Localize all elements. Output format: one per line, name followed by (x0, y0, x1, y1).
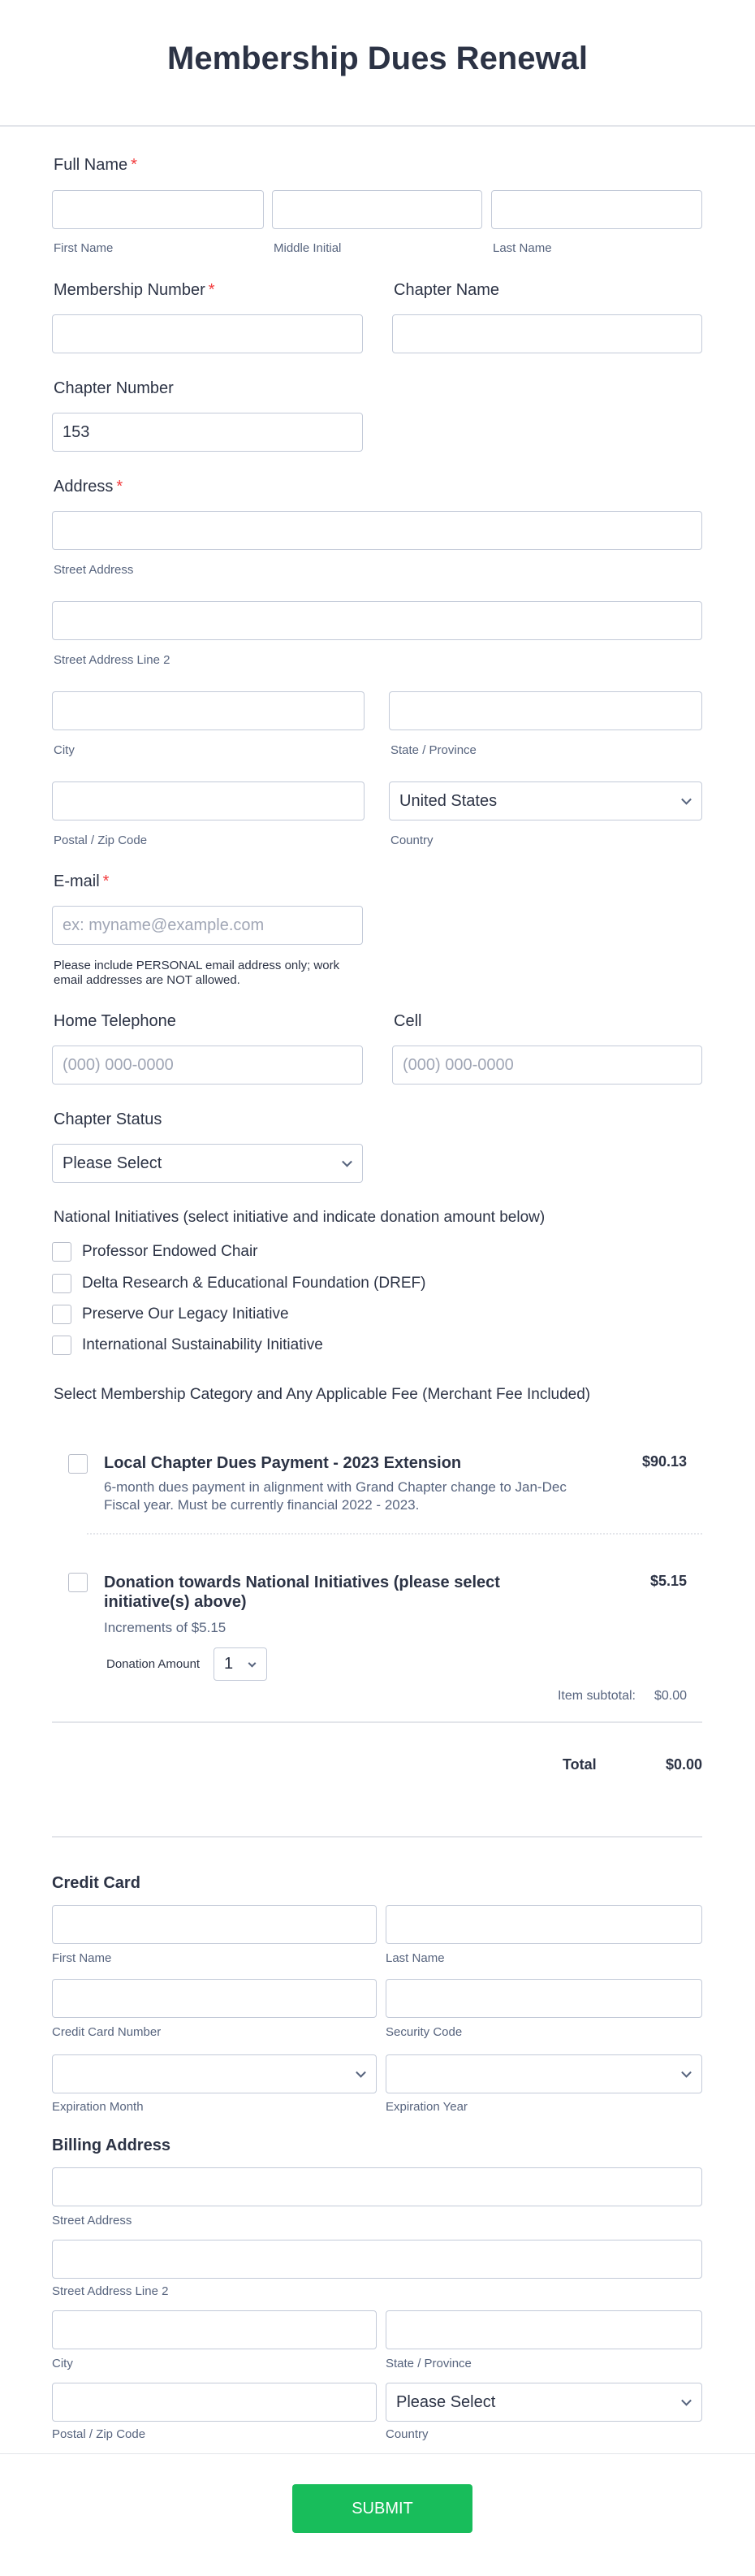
street-address-sublabel: Street Address (54, 563, 134, 577)
page-title: Membership Dues Renewal (167, 41, 588, 76)
billing-street-input[interactable] (52, 2167, 702, 2206)
product-description-line1: 6-month dues payment in alignment with Grand Chapter change to Jan-Dec (104, 1479, 567, 1495)
first-name-input[interactable] (52, 190, 264, 229)
email-placeholder: ex: myname@example.com (63, 916, 265, 934)
billing-state-input[interactable] (386, 2310, 702, 2349)
middle-initial-sublabel: Middle Initial (274, 241, 342, 255)
billing-state-sublabel: State / Province (386, 2357, 472, 2370)
street-address-line2-sublabel: Street Address Line 2 (54, 653, 170, 667)
address-label: Address * (54, 478, 123, 496)
cc-security-code-input[interactable] (386, 1979, 702, 2018)
cell-input[interactable] (392, 1046, 702, 1085)
state-input[interactable] (389, 691, 702, 730)
email-label: E-mail * (54, 872, 110, 890)
billing-country-value: Please Select (396, 2392, 496, 2411)
country-value: United States (399, 791, 498, 810)
state-sublabel: State / Province (390, 743, 477, 757)
billing-city-sublabel: City (52, 2357, 73, 2370)
exp-year-sublabel: Expiration Year (386, 2100, 468, 2114)
product-description: Increments of $5.15 (104, 1620, 226, 1635)
cell-label: Cell (394, 1012, 422, 1030)
cc-security-code-sublabel: Security Code (386, 2025, 463, 2039)
product-title-line2: initiative(s) above) (104, 1593, 247, 1611)
product-divider (87, 1533, 702, 1535)
full-name-label: Full Name * (54, 156, 137, 174)
first-name-sublabel: First Name (54, 241, 114, 255)
product-checkbox[interactable] (68, 1573, 88, 1592)
item-subtotal-value: $0.00 (654, 1689, 687, 1703)
street-address-input[interactable] (52, 511, 702, 550)
exp-year-select[interactable] (386, 2054, 702, 2093)
billing-address-heading: Billing Address (52, 2137, 170, 2154)
chapter-number-input[interactable] (52, 413, 363, 452)
cell-placeholder: (000) 000-0000 (403, 1055, 514, 1074)
chevron-down-icon (681, 2067, 692, 2078)
initiative-option-label: International Sustainability Initiative (82, 1336, 323, 1353)
product-checkbox[interactable] (68, 1454, 88, 1474)
billing-zip-input[interactable] (52, 2383, 377, 2422)
initiative-checkbox[interactable] (52, 1336, 71, 1355)
email-input[interactable] (52, 906, 363, 945)
footer-divider (0, 2453, 755, 2454)
billing-street-sublabel: Street Address (52, 2214, 132, 2227)
total-label: Total (563, 1756, 597, 1773)
billing-city-input[interactable] (52, 2310, 377, 2349)
initiative-checkbox[interactable] (52, 1305, 71, 1324)
email-note-line2: email addresses are NOT allowed. (54, 973, 240, 987)
total-divider (52, 1836, 702, 1838)
zip-input[interactable] (52, 781, 365, 820)
product-title: Local Chapter Dues Payment - 2023 Extension (104, 1454, 462, 1472)
exp-month-select[interactable] (52, 2054, 377, 2093)
initiative-checkbox[interactable] (52, 1242, 71, 1262)
cc-first-name-sublabel: First Name (52, 1951, 112, 1965)
initiative-option-label: Professor Endowed Chair (82, 1243, 258, 1260)
membership-number-label: Membership Number * (54, 281, 215, 299)
last-name-sublabel: Last Name (493, 241, 552, 255)
country-sublabel: Country (390, 833, 434, 847)
zip-sublabel: Postal / Zip Code (54, 833, 148, 847)
cc-number-sublabel: Credit Card Number (52, 2025, 162, 2039)
credit-card-heading: Credit Card (52, 1874, 140, 1892)
donation-amount-value: 1 (224, 1655, 234, 1673)
email-note-line1: Please include PERSONAL email address only; work (54, 959, 340, 972)
initiative-option-label: Delta Research & Educational Foundation (DREF) (82, 1275, 426, 1292)
chapter-status-select[interactable] (52, 1144, 363, 1183)
billing-street2-input[interactable] (52, 2240, 702, 2279)
home-telephone-placeholder: (000) 000-0000 (63, 1055, 174, 1074)
product-price: $90.13 (641, 1453, 687, 1470)
chevron-down-icon (681, 2396, 692, 2406)
home-telephone-input[interactable] (52, 1046, 363, 1085)
donation-amount-select[interactable] (214, 1647, 267, 1681)
item-subtotal-label: Item subtotal: (557, 1689, 636, 1703)
membership-category-label: Select Membership Category and Any Applicable Fee (Merchant Fee Included) (54, 1386, 591, 1403)
middle-initial-input[interactable] (272, 190, 482, 229)
cc-last-name-input[interactable] (386, 1905, 702, 1944)
chapter-name-input[interactable] (392, 314, 702, 353)
city-sublabel: City (54, 743, 75, 757)
submit-button[interactable]: SUBMIT (292, 2484, 472, 2533)
home-telephone-label: Home Telephone (54, 1012, 176, 1030)
chevron-down-icon (248, 1659, 257, 1667)
chevron-down-icon (342, 1157, 352, 1167)
chevron-down-icon (356, 2067, 366, 2078)
total-value: $0.00 (665, 1756, 702, 1773)
chapter-status-value: Please Select (63, 1154, 162, 1172)
billing-street2-sublabel: Street Address Line 2 (52, 2284, 169, 2298)
exp-month-sublabel: Expiration Month (52, 2100, 144, 2114)
billing-country-sublabel: Country (386, 2427, 429, 2441)
donation-amount-label: Donation Amount (106, 1657, 201, 1671)
cc-number-input[interactable] (52, 1979, 377, 2018)
product-description-line2: Fiscal year. Must be currently financial 2022 - 2023. (104, 1497, 420, 1513)
billing-country-select[interactable] (386, 2383, 702, 2422)
initiative-checkbox[interactable] (52, 1274, 71, 1293)
subtotal-divider (52, 1721, 702, 1723)
street-address-line2-input[interactable] (52, 601, 702, 640)
chapter-name-label: Chapter Name (394, 281, 500, 299)
chevron-down-icon (681, 794, 692, 805)
product-title-line1: Donation towards National Initiatives (please select (104, 1574, 500, 1591)
chapter-number-value: 153 (63, 422, 90, 441)
cc-first-name-input[interactable] (52, 1905, 377, 1944)
chapter-status-label: Chapter Status (54, 1110, 162, 1128)
cc-last-name-sublabel: Last Name (386, 1951, 445, 1965)
membership-number-input[interactable] (52, 314, 363, 353)
city-input[interactable] (52, 691, 365, 730)
initiative-option-label: Preserve Our Legacy Initiative (82, 1305, 289, 1323)
last-name-input[interactable] (491, 190, 702, 229)
product-price: $5.15 (649, 1573, 687, 1589)
header-divider (0, 125, 755, 127)
chapter-number-label: Chapter Number (54, 379, 174, 397)
initiatives-label: National Initiatives (select initiative and indicate donation amount below) (54, 1209, 546, 1226)
country-select[interactable] (389, 781, 702, 820)
billing-zip-sublabel: Postal / Zip Code (52, 2427, 146, 2441)
